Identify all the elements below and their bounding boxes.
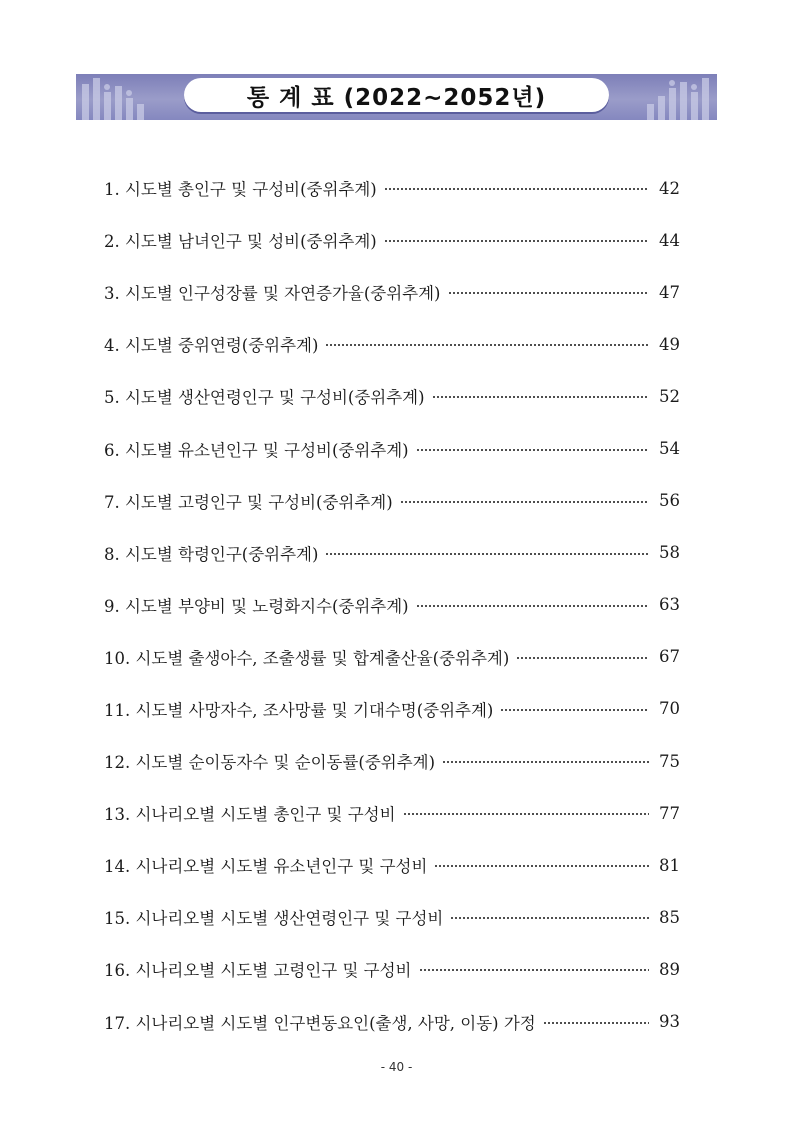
toc-item-10[interactable] (104, 631, 680, 683)
toc-item-label: 14. 시나리오별 시도별 유소년인구 및 구성비 (104, 857, 428, 877)
toc-item-label: 9. 시도별 부양비 및 노령화지수(중위추계) (104, 596, 409, 616)
toc-item-2[interactable] (104, 214, 680, 266)
dot-leader (500, 709, 649, 711)
section-banner (76, 74, 717, 120)
toc-item-label: 2. 시도별 남녀인구 및 성비(중위추계) (104, 232, 377, 252)
bar-chart-decoration-right (627, 74, 717, 120)
toc-item-1[interactable] (104, 162, 680, 214)
toc-item-page: 93 (659, 1012, 680, 1032)
toc-item-page: 52 (659, 386, 680, 406)
toc-item-label: 15. 시나리오별 시도별 생산연령인구 및 구성비 (104, 909, 444, 929)
toc-item-label: 7. 시도별 고령인구 및 구성비(중위추계) (104, 492, 393, 512)
toc-item-17[interactable] (104, 996, 680, 1048)
dot-leader (325, 344, 649, 346)
toc-item-5[interactable] (104, 370, 680, 422)
toc-item-page: 47 (659, 282, 680, 302)
toc-item-12[interactable] (104, 735, 680, 787)
toc-item-page: 67 (659, 647, 680, 667)
toc-item-label: 6. 시도별 유소년인구 및 구성비(중위추계) (104, 440, 409, 460)
dot-leader (442, 761, 649, 763)
toc-item-16[interactable] (104, 943, 680, 995)
toc-item-label: 1. 시도별 총인구 및 구성비(중위추계) (104, 180, 377, 200)
toc-item-14[interactable] (104, 839, 680, 891)
toc-item-label: 16. 시나리오별 시도별 고령인구 및 구성비 (104, 961, 412, 981)
toc-item-page: 77 (659, 803, 680, 823)
dot-leader (516, 657, 649, 659)
dot-leader (434, 865, 649, 867)
toc-item-page: 42 (659, 178, 680, 198)
bar-chart-decoration-left (76, 74, 166, 120)
toc-item-11[interactable] (104, 683, 680, 735)
toc-item-page: 44 (659, 230, 680, 250)
toc-item-label: 11. 시도별 사망자수, 조사망률 및 기대수명(중위추계) (104, 700, 494, 720)
toc-item-13[interactable] (104, 787, 680, 839)
dot-leader (450, 917, 649, 919)
toc-item-page: 58 (659, 543, 680, 563)
dot-leader (325, 553, 649, 555)
page-title: 통 계 표 (2022~2052년) (246, 84, 547, 111)
toc-item-label: 13. 시나리오별 시도별 총인구 및 구성비 (104, 805, 396, 825)
toc-item-15[interactable] (104, 891, 680, 943)
toc-item-label: 8. 시도별 학령인구(중위추계) (104, 544, 319, 564)
toc-item-page: 75 (659, 751, 680, 771)
toc-item-label: 5. 시도별 생산연령인구 및 구성비(중위추계) (104, 388, 425, 408)
dot-leader (432, 396, 649, 398)
toc-item-4[interactable] (104, 318, 680, 370)
dot-leader (416, 449, 649, 451)
dot-leader (403, 813, 649, 815)
toc-item-8[interactable] (104, 527, 680, 579)
toc-item-7[interactable] (104, 475, 680, 527)
dot-leader (384, 240, 649, 242)
toc-item-page: 49 (659, 334, 680, 354)
title-pill (184, 78, 609, 112)
toc-item-page: 89 (659, 959, 680, 979)
toc-item-9[interactable] (104, 579, 680, 631)
dot-leader (448, 292, 650, 294)
toc-item-page: 56 (659, 491, 680, 511)
toc-item-3[interactable] (104, 266, 680, 318)
toc-item-label: 17. 시나리오별 시도별 인구변동요인(출생, 사망, 이동) 가정 (104, 1013, 536, 1033)
dot-leader (384, 188, 649, 190)
dot-leader (416, 605, 649, 607)
table-of-contents (104, 162, 680, 1048)
toc-item-page: 85 (659, 907, 680, 927)
toc-item-label: 4. 시도별 중위연령(중위추계) (104, 336, 319, 356)
toc-item-page: 81 (659, 855, 680, 875)
toc-item-label: 10. 시도별 출생아수, 조출생률 및 합계출산율(중위추계) (104, 648, 510, 668)
dot-leader (400, 501, 649, 503)
toc-item-page: 63 (659, 595, 680, 615)
page-number: - 40 - (380, 1060, 413, 1074)
toc-item-page: 70 (659, 699, 680, 719)
toc-item-label: 3. 시도별 인구성장률 및 자연증가율(중위추계) (104, 284, 441, 304)
toc-item-6[interactable] (104, 422, 680, 474)
dot-leader (543, 1022, 649, 1024)
dot-leader (419, 969, 650, 971)
toc-item-label: 12. 시도별 순이동자수 및 순이동률(중위추계) (104, 753, 436, 773)
toc-item-page: 54 (659, 439, 680, 459)
